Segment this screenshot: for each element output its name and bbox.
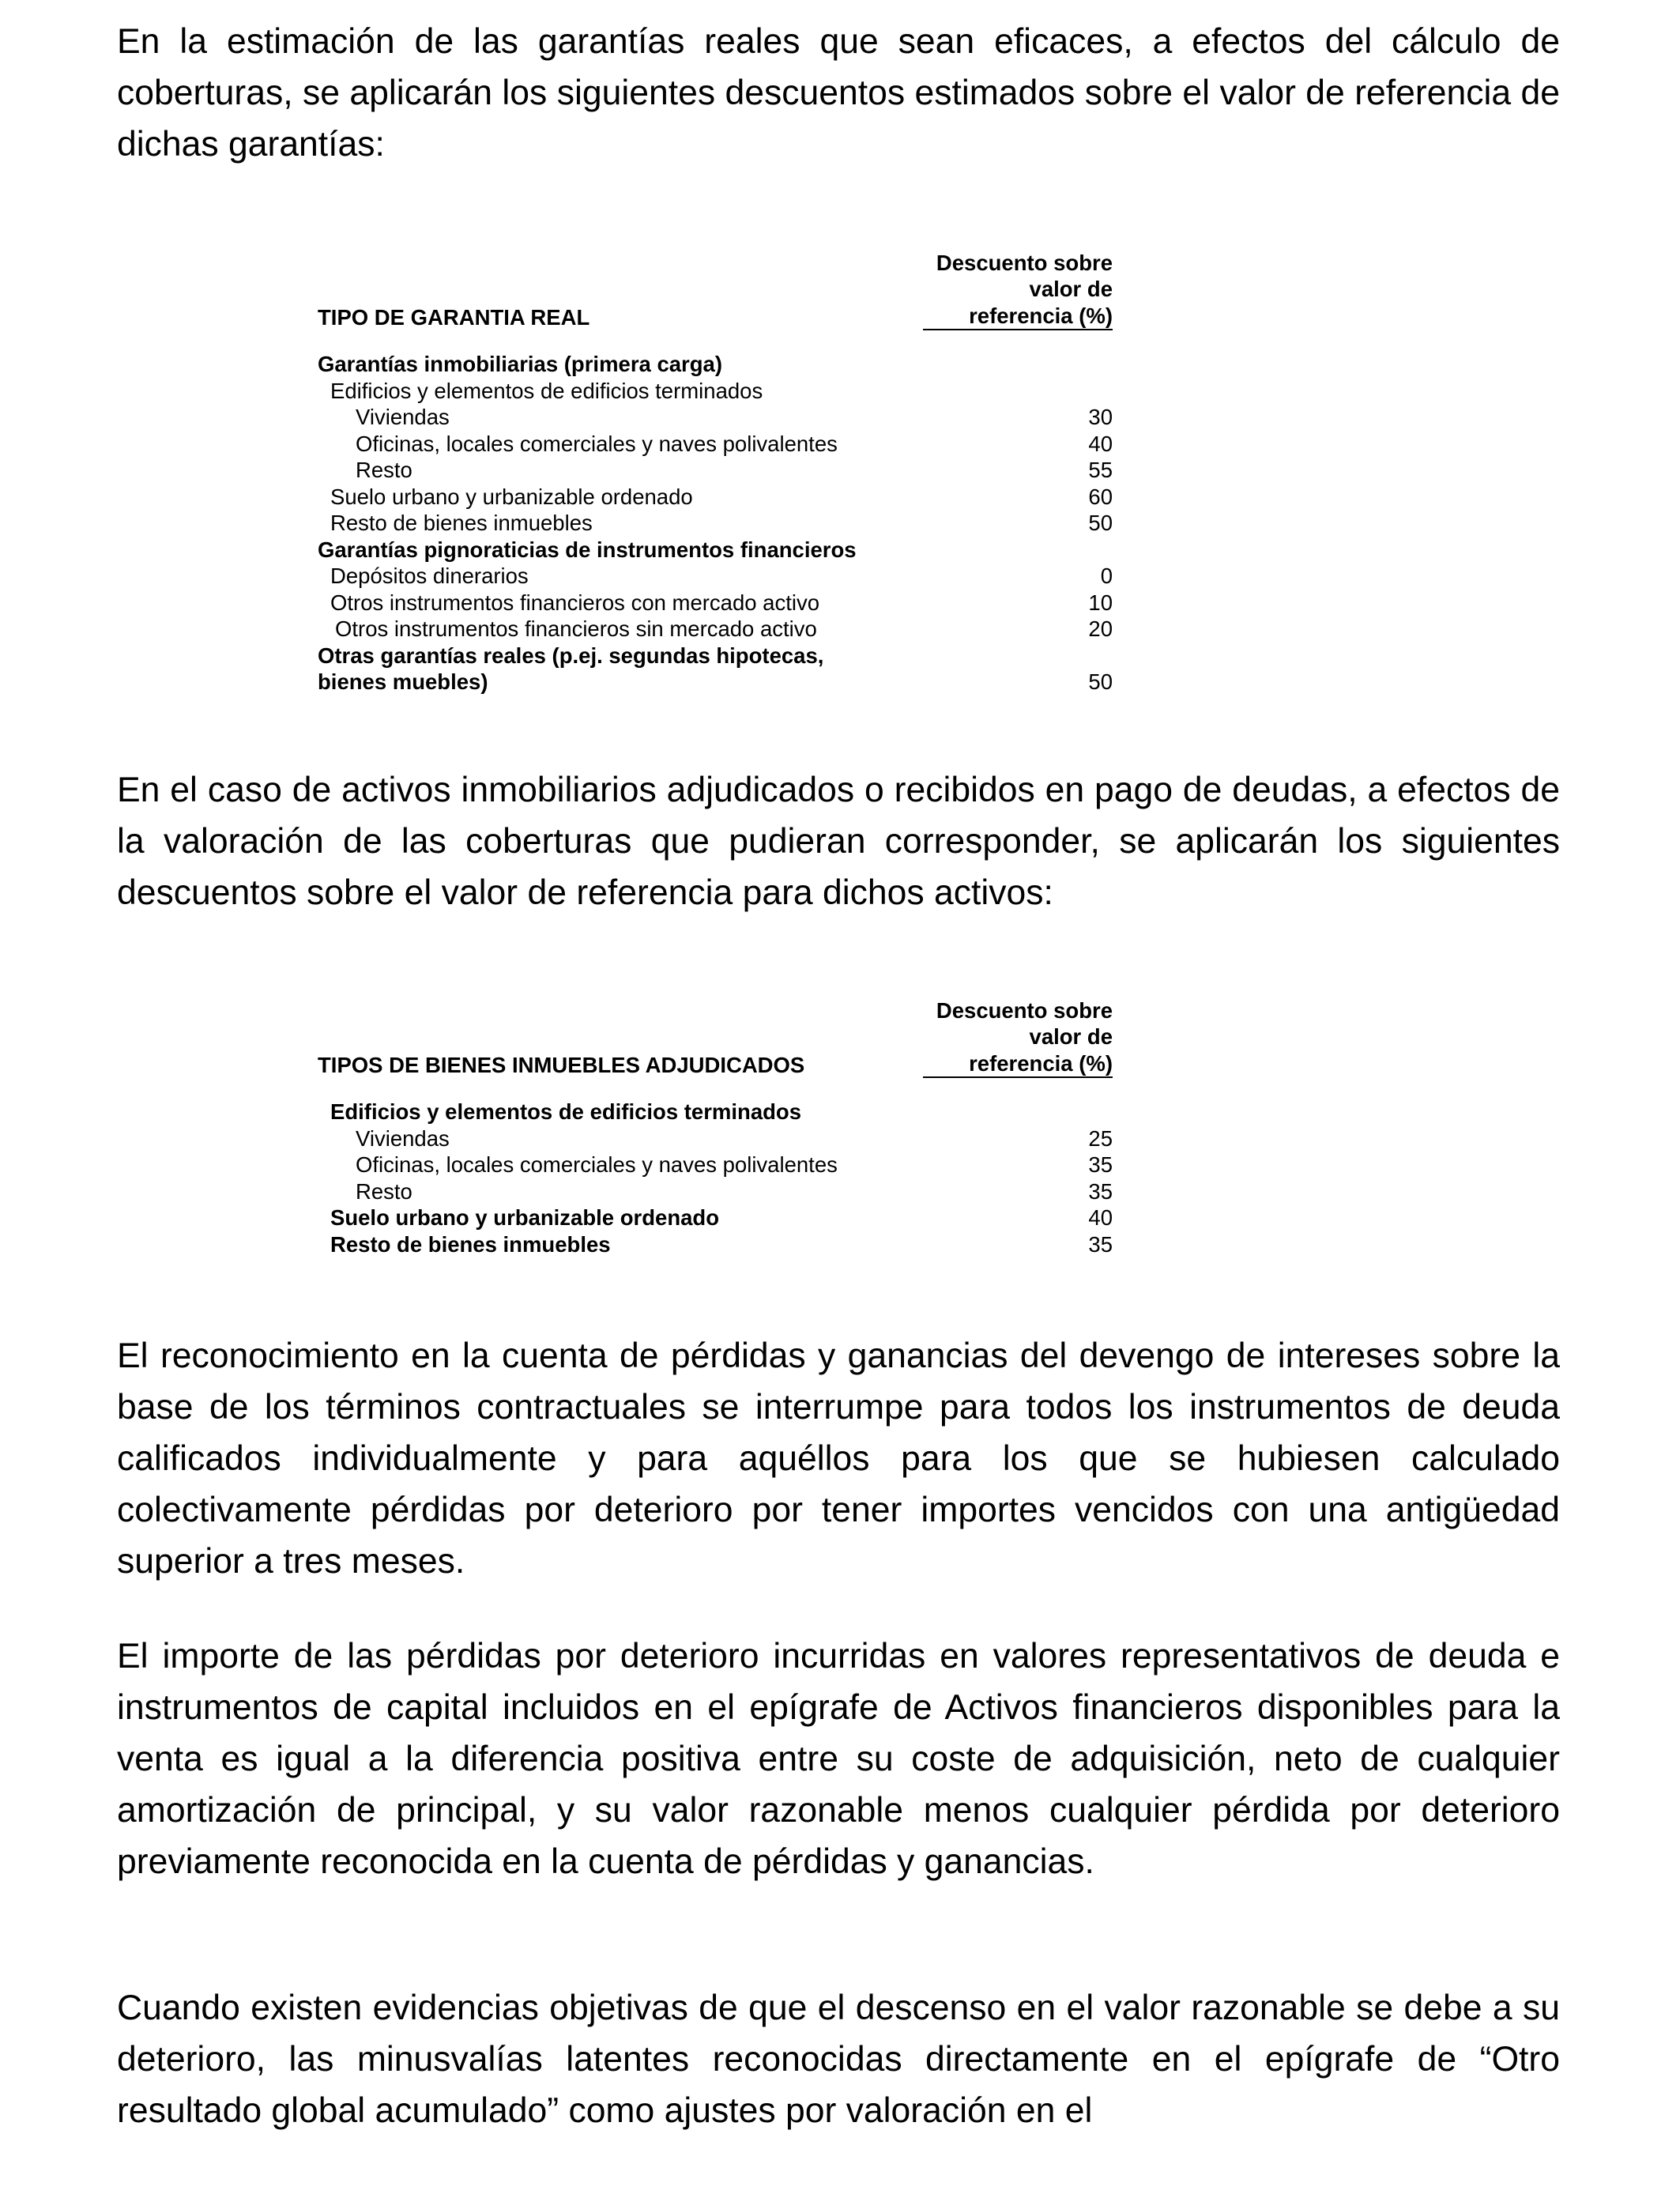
table-body xyxy=(318,1099,1113,1257)
table-row: Resto de bienes inmuebles 50 xyxy=(330,511,1113,535)
column-header-descuento: Descuento sobre valor de referencia (%) xyxy=(923,250,1113,331)
column-header-descuento: Descuento sobre valor de referencia (%) xyxy=(923,997,1113,1079)
table-row: Suelo urbano y urbanizable ordenado 40 xyxy=(330,1205,1113,1230)
paragraph-reconocimiento-intereses: El reconocimiento en la cuenta de pérdidas y ganancias del devengo de intereses sobre la base de los términos contractuales se interrumpe para todos los instrumentos de deuda calificados individualmente y para aquéllos para los que se hubiesen calculado colectivamente pérdidas por deterioro por tener importes vencidos con una antigüedad superior a tres meses. xyxy=(117,1336,1560,1581)
table-row: Resto 55 xyxy=(356,458,1113,482)
table-row: Otras garantías reales (p.ej. segundas hipotecas, xyxy=(318,643,824,668)
paragraph-evidencias-objetivas: Cuando existen evidencias objetivas de que el descenso en el valor razonable se debe a su deterioro, las minusvalías latentes reconocidas directamente en el epígrafe de “Otro resultado global acumulado” como ajustes por valoración en el xyxy=(117,1989,1560,2130)
paragraph-intro-garantias: En la estimación de las garantías reales que sean eficaces, a efectos del cálculo de coberturas, se aplicarán los siguientes descuentos estimados sobre el valor de referencia de dichas garantías: xyxy=(117,22,1560,164)
table-row: Resto de bienes inmuebles 35 xyxy=(330,1231,1113,1257)
table-header xyxy=(318,251,1113,330)
table-row: Viviendas 30 xyxy=(356,405,1113,429)
table-row: Oficinas, locales comerciales y naves polivalentes 40 xyxy=(356,431,1113,456)
paragraph-importe-perdidas: El importe de las pérdidas por deterioro incurridas en valores representativos de deuda e instrumentos de capital incluidos en el epígrafe de Activos financieros disponibles para la venta es igual a la diferencia positiva entre su coste de adquisición, neto de cualquier amortización de principal, y su valor razonable menos cualquier pérdida por deterioro previamente reconocida en la cuenta de pérdidas y ganancias. xyxy=(117,1637,1560,1881)
table-row: Edificios y elementos de edificios terminados xyxy=(330,378,763,403)
table-bienes-adjudicados xyxy=(318,999,1113,1257)
table-body xyxy=(318,351,1113,696)
table-header xyxy=(318,999,1113,1078)
table-row: Resto 35 xyxy=(356,1178,1113,1204)
table-row: Otros instrumentos financieros sin mercado activo 20 xyxy=(335,616,1113,641)
table-tipo-garantia-real xyxy=(318,251,1113,696)
table-row: bienes muebles) 50 xyxy=(318,669,1113,694)
paragraph-intro-adjudicados: En el caso de activos inmobiliarios adjudicados o recibidos en pago de deudas, a efectos de la valoración de las coberturas que pudieran corresponder, se aplicarán los siguientes descuentos sobre el valor de referencia para dichos activos: xyxy=(117,771,1560,912)
table-row: Suelo urbano y urbanizable ordenado 60 xyxy=(330,484,1113,509)
table-row: Garantías inmobiliarias (primera carga) xyxy=(318,352,722,376)
table-row: Garantías pignoraticias de instrumentos financieros xyxy=(318,537,857,562)
table-row: Edificios y elementos de edificios terminados xyxy=(330,1099,802,1124)
table-row: Otros instrumentos financieros con mercado activo 10 xyxy=(330,590,1113,615)
table-row: Viviendas 25 xyxy=(356,1125,1113,1151)
table-row: Oficinas, locales comerciales y naves polivalentes 35 xyxy=(356,1152,1113,1177)
column-header-tipo: TIPO DE GARANTIA REAL xyxy=(318,304,590,330)
table-row: Depósitos dinerarios 0 xyxy=(330,564,1113,588)
column-header-tipo: TIPOS DE BIENES INMUEBLES ADJUDICADOS xyxy=(318,1052,805,1077)
